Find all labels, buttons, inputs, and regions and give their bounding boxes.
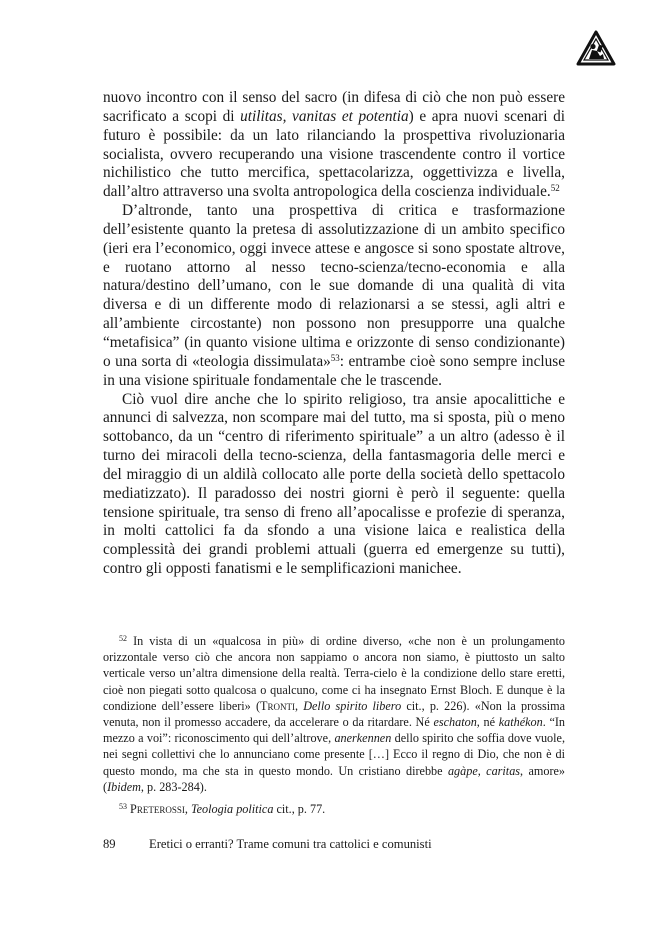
italic-text: agàpe, caritas bbox=[447, 763, 521, 778]
footnote-ref: 52 bbox=[550, 183, 560, 194]
text-run: , né bbox=[476, 715, 499, 730]
footnote-ref: 53 bbox=[119, 802, 127, 812]
text-run: : entrambe cioè sono sempre incluse in una visione spirituale fondamentale che le trascende. bbox=[103, 352, 565, 389]
text-run: cit., p. 226). «Non la prossima venuta, non il promesso accadere, da accelerare o da ritardare. Né bbox=[103, 698, 565, 730]
page-number: 89 bbox=[103, 837, 116, 851]
publisher-logo-icon bbox=[576, 30, 616, 66]
text-run: ) e apra nuovi scenari di futuro è possibile: da un lato rilanciando la prospettiva rivoluzionaria socialista, ovvero recuperando una visione trascendente contro il vortice nichilistico che tutto mercifica, spettacolarizza, oggettivizza e livella, dall’altro attraverso una svolta antropologica della coscienza individuale. bbox=[103, 107, 565, 201]
text-run: dello spirito che soffia dove vuole, nei segni collettivi che lo annunciano come presente […] Ecco il regno di Dio, che non è di questo mondo, ma che sta in questo mondo. Un cristiano direbbe bbox=[103, 731, 565, 778]
text-run: In vista di un «qualcosa in più» di ordine diverso, «che non è un prolungamento orizzontale verso ciò che ancora non sappiamo o ancora non siamo, è piuttosto un salto verticale verso un’altra dimensione della realtà. Terra-cielo è la condizione dello stare eretti, cioè non piegati sotto qualcosa o qualcuno, come ci ha insegnato Ernst Bloch. E dunque è la condizione dell’essere liberi» ( bbox=[103, 634, 565, 713]
text-run: , p. 283-284). bbox=[140, 779, 207, 794]
author-name: Tronti bbox=[260, 698, 295, 713]
text-run: cit., p. 77. bbox=[273, 802, 326, 817]
paragraph bbox=[103, 391, 565, 579]
author-name: Preterossi bbox=[130, 802, 185, 817]
main-text bbox=[103, 89, 565, 579]
italic-text: Ibidem bbox=[107, 779, 141, 794]
text-run: , bbox=[184, 802, 191, 817]
text-run: , bbox=[294, 698, 304, 713]
footnote-52 bbox=[103, 633, 565, 795]
text-run: Ciò vuol dire anche che lo spirito religioso, tra ansie apocalittiche e annunci di salvezza, non scompare mai del tutto, ma si sposta, più o meno sottobanco, da un “centro di riferimento spirituale” a un altro (adesso è il turno dei miracoli della tecno-scienza, della fantasmagoria delle merci e del miraggio di un aldilà collocato alle porte della società dello spettacolo mediatizzato). Il paradosso dei nostri giorni è però il seguente: quella tensione spirituale, tra senso di freno all’apocalisse e profezie di speranza, in molti cattolici fa da sfondo a una visione laica e realistica della complessità dei grandi problemi attuali (guerra ed emergenze su tutti), contro gli opposti fanatismi e le semplificazioni manichee. bbox=[103, 390, 565, 578]
footnotes bbox=[103, 633, 565, 823]
footnote-53 bbox=[103, 801, 565, 817]
text-run: , amore» ( bbox=[103, 763, 566, 794]
italic-text: anerkennen bbox=[334, 731, 392, 746]
footnote-ref: 53 bbox=[330, 352, 340, 363]
italic-text: utilitas, vanitas et potentia bbox=[240, 107, 409, 125]
italic-text: Teologia politica bbox=[190, 802, 274, 817]
italic-text: eschaton bbox=[433, 715, 477, 730]
footnote-ref: 52 bbox=[119, 634, 127, 643]
paragraph bbox=[103, 89, 565, 202]
running-title: Eretici o erranti? Trame comuni tra cattolici e comunisti bbox=[149, 837, 432, 851]
text-run: . “In mezzo a voi”: riconoscimento qui dell’altrove, bbox=[103, 715, 566, 746]
paragraph bbox=[103, 202, 565, 390]
page-footer bbox=[103, 836, 565, 852]
text-run: nuovo incontro con il senso del sacro (in difesa di ciò che non può essere sacrificato a scopi di bbox=[103, 89, 565, 125]
text-run: D’altronde, tanto una prospettiva di critica e trasformazione dell’esistente quanto la pretesa di assolutizzazione di un ambito specifico (ieri era l’economico, oggi invece attese e angosce si sono spostate altrove, e ruotano attorno al nesso tecno-scienza/tecno-economia e alla natura/destino dell’umano, con le sue domande di una qualità di vita diversa e di un differente modo di relazionarsi a se stessi, agli altri e all’ambiente circostante) non possono non presupporre una qualche “metafisica” (in quanto visione ultima e orizzonte di senso condizionante) o una sorta di «teologia dissimulata» bbox=[103, 202, 565, 370]
italic-text: Dello spirito libero bbox=[303, 698, 402, 713]
italic-text: kathékon bbox=[498, 715, 543, 730]
